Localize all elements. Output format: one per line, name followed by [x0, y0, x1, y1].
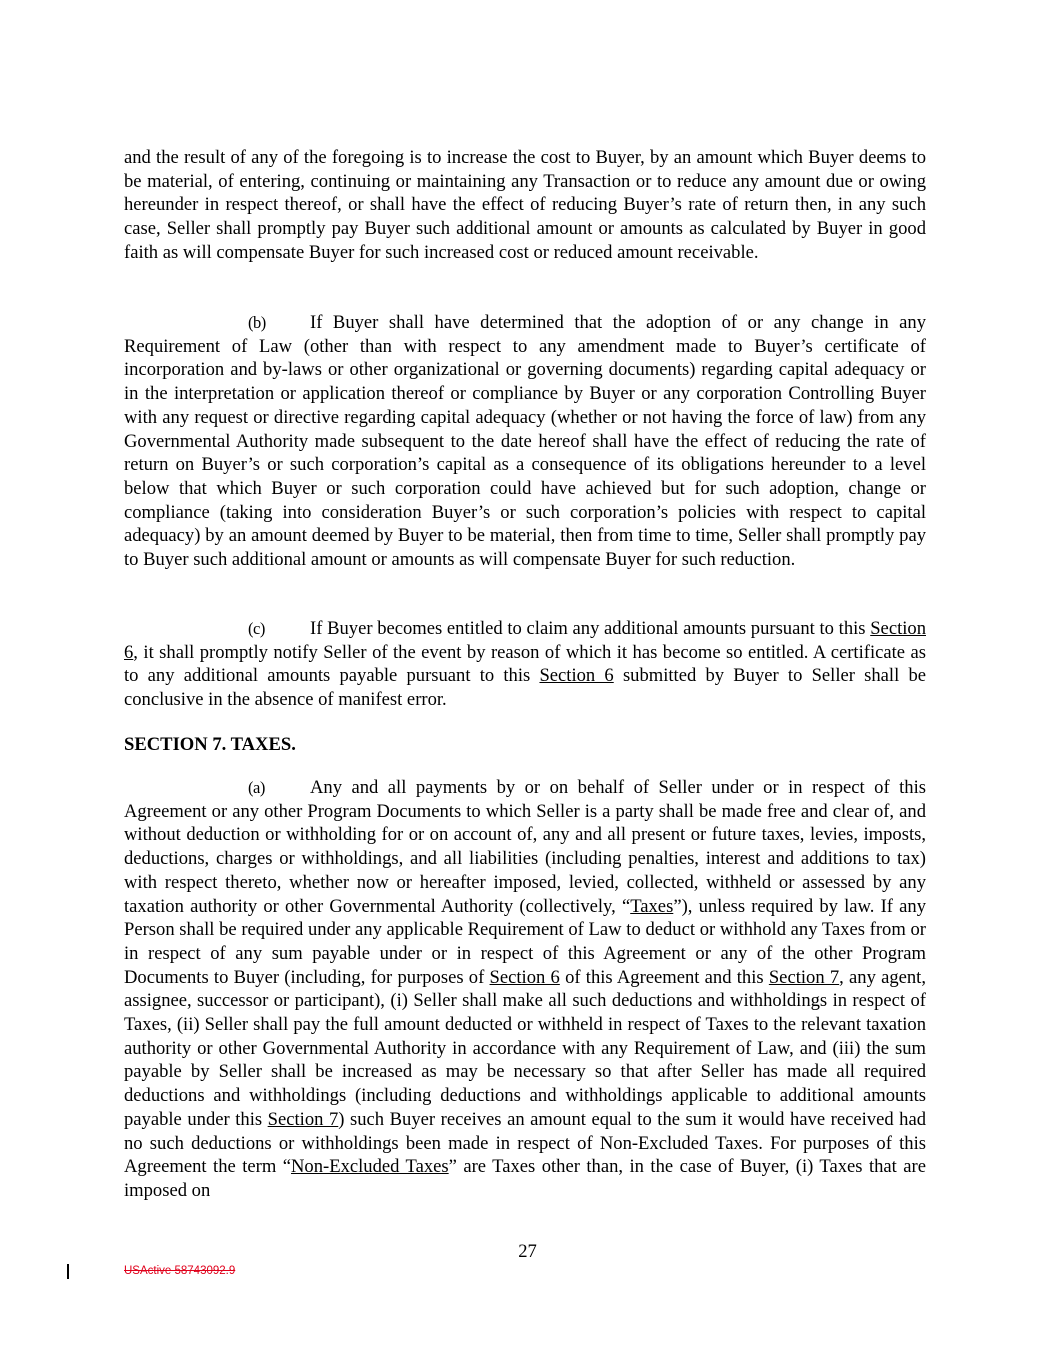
paragraph-text: ”), unless required by law. If any Person shall be required under any applicable Requirement of Law to deduct or withhold any Taxes from or in respect of any sum payable under or in respect of this Agreement or any of the other Program Documents to Buyer (including, for purposes of	[124, 895, 926, 988]
section-6-link[interactable]: Section 6	[539, 665, 614, 687]
paragraph-text: If Buyer shall have determined that the adoption of or any change in any Requirement of Law (other than with respect to any amendment made to Buyer’s certificate of incorporation and by-laws or other organizational or governing documents) regarding capital adequacy or in the interpretation or application thereof or compliance by Buyer or any corporation Controlling Buyer with any request or directive regarding capital adequacy (whether or not having the force of law) from any Governmental Authority made subsequent to the date hereof shall have the effect of reducing the rate of return on Buyer’s or such corporation’s capital as a consequence of its obligations hereunder to a level below that which Buyer or such corporation could have achieved but for such adoption, change or compliance (taking into consideration Buyer’s or such corporation’s policies with respect to capital adequacy) by an amount deemed by Buyer to be material, then from time to time, Seller shall promptly pay to Buyer such additional amount or amounts as will compensate Buyer for such reduction.	[124, 312, 926, 571]
section-7-link[interactable]: Section 7	[267, 1108, 339, 1130]
paragraph-text: and the result of any of the foregoing is to increase the cost to Buyer, by an amount which Buyer deems to be material, of entering, continuing or maintaining any Transaction or to reduce any amount due or owing hereunder in respect thereof, or shall have the effect of reducing Buyer’s rate of return then, in any such case, Seller shall promptly pay Buyer such additional amount or amounts as calculated by Buyer in good faith as will compensate Buyer for such increased cost or reduced amount receivable.	[124, 147, 926, 263]
paragraph-continuation	[124, 146, 926, 265]
paragraph-6c	[124, 617, 926, 712]
paragraph-7a	[124, 776, 926, 1203]
paragraph-text: , it shall promptly notify Seller of the event by reason of which it has become so entitled. A certificate as to any additional amounts payable pursuant to this	[124, 641, 926, 687]
change-bar	[67, 1264, 69, 1279]
paragraph-text: If Buyer becomes entitled to claim any additional amounts pursuant to this	[310, 618, 866, 639]
paragraph-text: submitted by Buyer to Seller shall be conclusive in the absence of manifest error.	[124, 665, 927, 711]
section-7-heading: SECTION 7. TAXES.	[124, 734, 296, 755]
taxes-defined-term: Taxes	[630, 895, 674, 917]
paragraph-text: Any and all payments by or on behalf of Seller under or in respect of this Agreement or any other Program Documents to which Seller is a party shall be made free and clear of, and without deduction or withholding for or on account of, any and all present or future taxes, levies, imposts, deductions, charges or withholdings, and all liabilities (including penalties, interest and additions to tax) with respect thereto, whether now or hereafter imposed, levied, collected, withheld or assessed by any taxation authority or other Governmental Authority (collectively, “	[124, 777, 926, 917]
paragraph-text: of this Agreement and this	[565, 966, 764, 988]
section-6-link[interactable]: Section 6	[489, 966, 560, 988]
section-6-link[interactable]: Section 6	[124, 618, 926, 663]
paragraph-text: ) such Buyer receives an amount equal to the sum it would have received had no such deductions or withholdings been made in respect of Non-Excluded Taxes. For purposes of this Agreement the term “	[124, 1108, 927, 1178]
paragraph-label: (c)	[248, 619, 265, 638]
paragraph-label: (b)	[248, 313, 266, 332]
paragraph-label: (a)	[248, 778, 265, 797]
section-7-link[interactable]: Section 7	[768, 966, 840, 988]
document-id-footer: USActive 58743092.9	[124, 1265, 236, 1277]
paragraph-text: ” are Taxes other than, in the case of Buyer, (i) Taxes that are imposed on	[124, 1156, 927, 1201]
page-number: 27	[518, 1241, 537, 1262]
paragraph-text: , any agent, assignee, successor or participant), (i) Seller shall make all such deductions and withholdings in respect of Taxes, (ii) Seller shall pay the full amount deducted or withheld in respect of Taxes to the relevant taxation authority or other Governmental Authority in accordance with any Requirement of Law, and (iii) the sum payable by Seller shall be increased as may be necessary so that after Seller has made all required deductions and withholdings (including deductions and withholdings applicable to additional amounts payable under this	[124, 966, 926, 1130]
non-excluded-taxes-defined-term: Non-Excluded Taxes	[291, 1156, 449, 1178]
paragraph-6b	[124, 311, 926, 572]
